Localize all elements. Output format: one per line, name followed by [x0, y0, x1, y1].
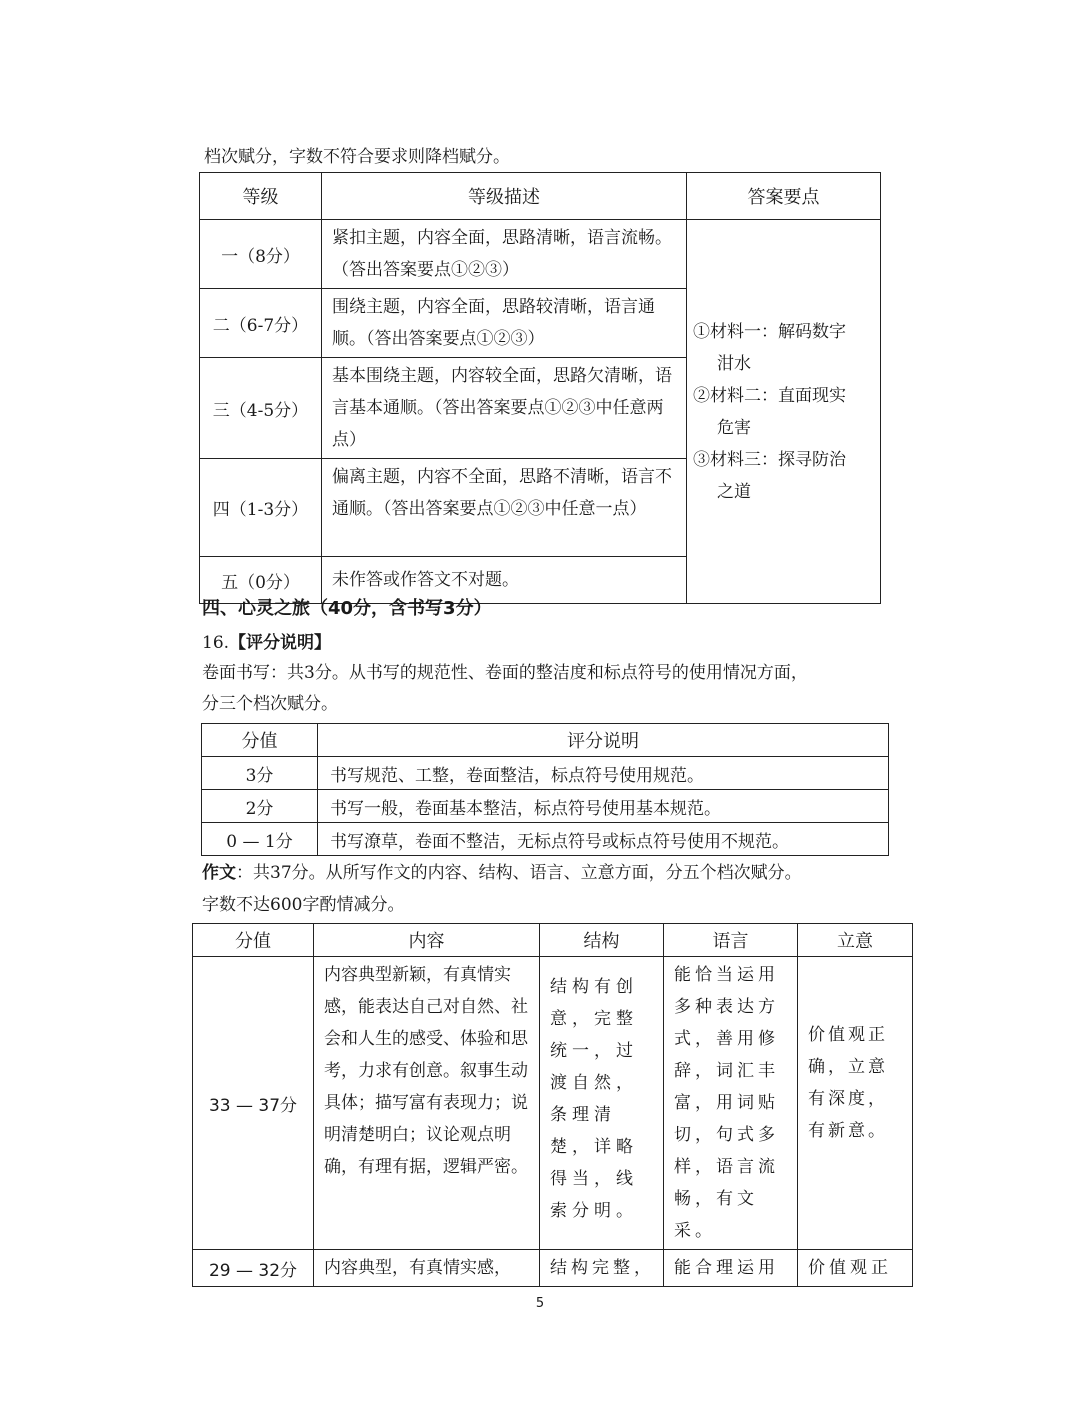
language-cell: 能恰当运用多种表达方式，善用修辞，词汇丰富，用词贴切，句式多样，语言流畅，有文采。: [664, 957, 798, 1250]
level-cell: 四（1-3分）: [200, 459, 322, 557]
table-row: [193, 1250, 913, 1287]
content-cell: 内容典型，有真情实感，: [314, 1250, 540, 1287]
score-cell: 2分: [202, 790, 318, 823]
table-row: [202, 823, 889, 856]
header-points: 答案要点: [687, 173, 881, 220]
desc-cell: 未作答或作答文不对题。: [322, 557, 687, 604]
header-language: 语言: [664, 924, 798, 957]
header-desc: 评分说明: [318, 724, 889, 757]
header-level: 等级: [200, 173, 322, 220]
point-1-label: ①材料一：解码数字: [693, 321, 846, 342]
desc-cell: 书写一般，卷面基本整洁，标点符号使用基本规范。: [318, 790, 889, 823]
table-row: [202, 790, 889, 823]
score-cell: 3分: [202, 757, 318, 790]
table-row: [202, 757, 889, 790]
header-score: 分值: [202, 724, 318, 757]
header-content: 内容: [314, 924, 540, 957]
content-cell: 内容典型新颖，有真情实感，能表达自己对自然、社会和人生的感受、体验和思考，力求有创意。叙事生动具体；描写富有表现力；说明清楚明白；议论观点明确，有理有据，逻辑严密。: [314, 957, 540, 1250]
essay-text: ：共37分。从所写作文的内容、结构、语言、立意方面，分五个档次赋分。: [236, 863, 802, 883]
question-heading: [202, 632, 331, 654]
structure-cell: 结构有创意，完整统一，过渡自然，条理清楚，详略得当，线索分明。: [540, 957, 664, 1250]
desc-cell: 书写规范、工整，卷面整洁，标点符号使用规范。: [318, 757, 889, 790]
question-number: 16.: [202, 633, 230, 653]
answer-points-cell: [687, 220, 881, 604]
essay-line-2: 字数不达600字酌情减分。: [202, 895, 405, 915]
section-title: 四、心灵之旅（40分，含书写3分）: [202, 598, 492, 619]
desc-cell: 基本围绕主题，内容较全面，思路欠清晰，语言基本通顺。（答出答案要点①②③中任意两点）: [322, 358, 687, 459]
structure-cell: 结构完整，: [540, 1250, 664, 1287]
header-score: 分值: [193, 924, 314, 957]
table-row: [200, 220, 881, 289]
page-number: 5: [535, 1296, 545, 1311]
idea-cell: 价值观正确，立意有深度，有新意。: [798, 957, 913, 1250]
intro-line: 档次赋分，字数不符合要求则降档赋分。: [204, 147, 510, 167]
header-idea: 立意: [798, 924, 913, 957]
writing-line-2: 分三个档次赋分。: [202, 694, 338, 714]
idea-cell: 价值观正: [798, 1250, 913, 1287]
level-cell: 一（8分）: [200, 220, 322, 289]
level-cell: 三（4-5分）: [200, 358, 322, 459]
writing-line-1: [202, 662, 808, 684]
essay-score-table: [192, 923, 913, 1287]
question-title: 【评分说明】: [229, 633, 332, 653]
desc-cell: 围绕主题，内容全面，思路较清晰，语言通顺。（答出答案要点①②③）: [322, 289, 687, 358]
language-cell: 能合理运用: [664, 1250, 798, 1287]
table-header-row: [202, 724, 889, 757]
writing-label: 卷面书写: [202, 663, 270, 683]
desc-cell: 紧扣主题，内容全面，思路清晰，语言流畅。（答出答案要点①②③）: [322, 220, 687, 289]
table-header-row: [193, 924, 913, 957]
point-2-cont: 危害: [717, 417, 751, 438]
point-1-cont: 泔水: [717, 353, 751, 374]
essay-line-1: [202, 862, 802, 884]
desc-cell: 书写潦草，卷面不整洁，无标点符号或标点符号使用不规范。: [318, 823, 889, 856]
score-cell: 29 — 32分: [193, 1250, 314, 1287]
score-cell: 33 — 37分: [193, 957, 314, 1250]
grading-table: [199, 172, 881, 604]
table-row: [193, 957, 913, 1250]
header-structure: 结构: [540, 924, 664, 957]
essay-label: 作文: [202, 863, 236, 883]
table-header-row: [200, 173, 881, 220]
desc-cell: 偏离主题，内容不全面，思路不清晰，语言不通顺。（答出答案要点①②③中任意一点）: [322, 459, 687, 557]
header-desc: 等级描述: [322, 173, 687, 220]
point-2-label: ②材料二：直面现实: [693, 385, 846, 406]
writing-text: ：共3分。从书写的规范性、卷面的整洁度和标点符号的使用情况方面，: [270, 663, 808, 683]
writing-score-table: [201, 723, 889, 856]
level-cell: 二（6-7分）: [200, 289, 322, 358]
score-cell: 0 — 1分: [202, 823, 318, 856]
level-cell: 五（0分）: [200, 557, 322, 604]
point-3-cont: 之道: [717, 481, 751, 502]
point-3-label: ③材料三：探寻防治: [693, 449, 846, 470]
